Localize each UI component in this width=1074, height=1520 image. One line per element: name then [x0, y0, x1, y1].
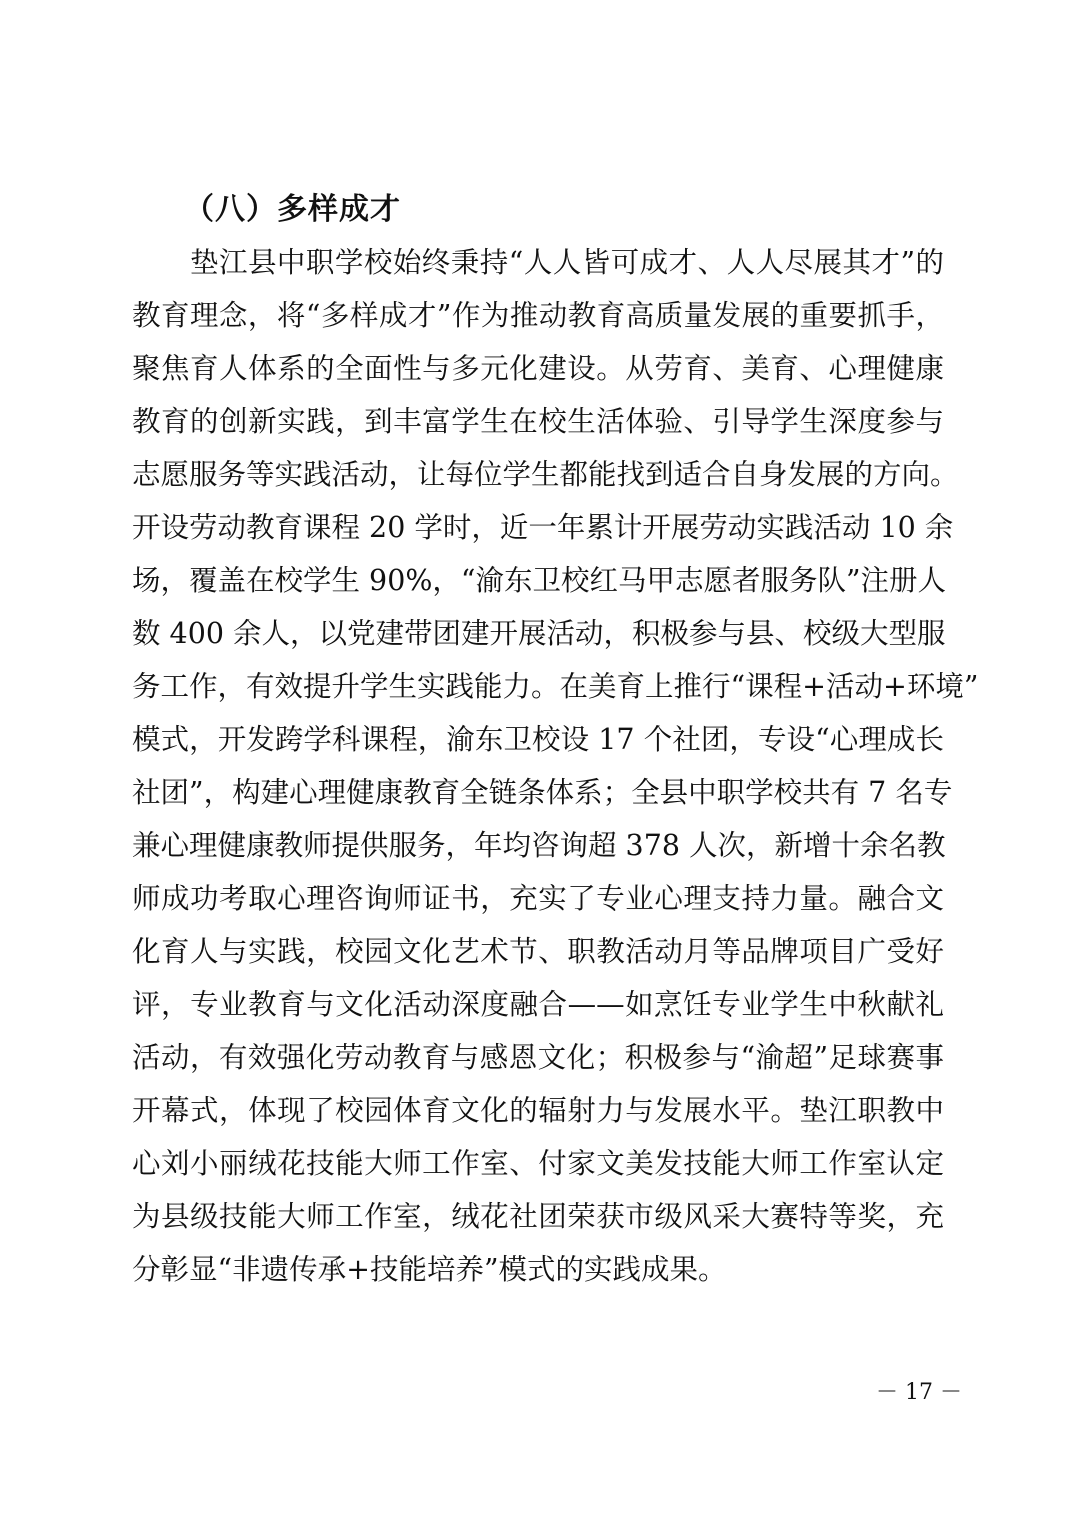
paragraph-line: 分彰显“非遗传承+技能培养”模式的实践成果。: [132, 1253, 727, 1286]
paragraph-line: 场，覆盖在校学生 90%，“渝东卫校红马甲志愿者服务队”注册人: [132, 564, 947, 597]
section-heading: （八）多样成才: [184, 192, 401, 227]
paragraph-line: 为县级技能大师工作室，绒花社团荣获市级风采大赛特等奖，充: [132, 1200, 944, 1233]
paragraph-line: 志愿服务等实践活动，让每位学生都能找到适合自身发展的方向。: [132, 458, 959, 491]
paragraph-line: 教育理念，将“多样成才”作为推动教育高质量发展的重要抓手，: [132, 299, 944, 332]
paragraph-line: 聚焦育人体系的全面性与多元化建设。从劳育、美育、心理健康: [132, 352, 944, 385]
paragraph-line: 垫江县中职学校始终秉持“人人皆可成才、人人尽展其才”的: [190, 246, 944, 279]
paragraph-line: 数 400 余人，以党建带团建开展活动，积极参与县、校级大型服: [132, 617, 946, 650]
paragraph-line: 教育的创新实践，到丰富学生在校生活体验、引导学生深度参与: [132, 405, 944, 438]
body-paragraph: [132, 236, 979, 1296]
paragraph-line: 开设劳动教育课程 20 学时，近一年累计开展劳动实践活动 10 余: [132, 511, 954, 544]
paragraph-line: 模式，开发跨学科课程，渝东卫校设 17 个社团，专设“心理成长: [132, 723, 944, 756]
paragraph-line: 心刘小丽绒花技能大师工作室、付家文美发技能大师工作室认定: [132, 1147, 944, 1180]
paragraph-line: 务工作，有效提升学生实践能力。在美育上推行“课程+活动+环境”: [132, 670, 979, 703]
paragraph-line: 评，专业教育与文化活动深度融合——如烹饪专业学生中秋献礼: [132, 988, 944, 1021]
paragraph-line: 化育人与实践，校园文化艺术节、职教活动月等品牌项目广受好: [132, 935, 944, 968]
paragraph-line: 活动，有效强化劳动教育与感恩文化；积极参与“渝超”足球赛事: [132, 1041, 944, 1074]
paragraph-line: 师成功考取心理咨询师证书，充实了专业心理支持力量。融合文: [132, 882, 944, 915]
paragraph-line: 兼心理健康教师提供服务，年均咨询超 378 人次，新增十余名教: [132, 829, 946, 862]
paragraph-line: 社团”，构建心理健康教育全链条体系；全县中职学校共有 7 名专: [132, 776, 953, 809]
page-number: － 17 －: [876, 1380, 962, 1405]
paragraph-line: 开幕式，体现了校园体育文化的辐射力与发展水平。垫江职教中: [132, 1094, 944, 1127]
